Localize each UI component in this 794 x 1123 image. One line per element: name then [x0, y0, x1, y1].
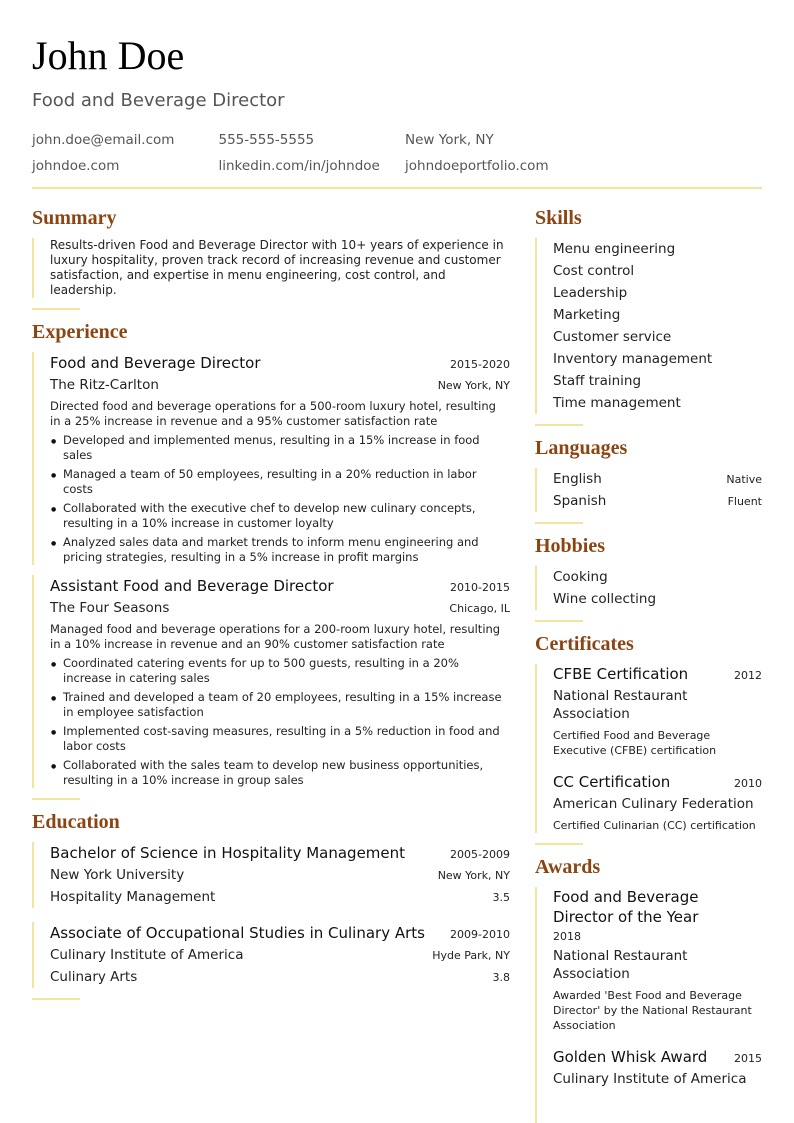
education-heading: Education: [32, 811, 120, 833]
education-entry: [32, 842, 510, 908]
language-name: Spanish: [553, 493, 607, 509]
job-title: Food and Beverage Director: [50, 354, 261, 372]
field-of-study: Culinary Arts: [50, 969, 138, 985]
right-column: [535, 206, 762, 1123]
degree-title: Associate of Occupational Studies in Culinary Arts: [50, 924, 425, 942]
skill-item: Customer service: [553, 329, 672, 345]
degree-dates: 2009-2010: [450, 928, 510, 941]
contact-location: New York, NY: [405, 132, 494, 148]
school-name: Culinary Institute of America: [50, 947, 244, 963]
job-bullet: ● Collaborated with the executive chef to develop new culinary concepts, resulting in a 10% increase in customer loyalty: [50, 501, 510, 531]
candidate-name: John Doe: [32, 33, 185, 78]
summary-section: [32, 238, 510, 298]
hobby-item: Wine collecting: [553, 591, 657, 607]
skill-item: Menu engineering: [553, 241, 676, 257]
education-entry: [32, 922, 510, 988]
skill-item: Marketing: [553, 307, 621, 323]
skills-section: [535, 238, 762, 414]
job-description: Directed food and beverage operations for a 500-room luxury hotel, resulting in a 25% increase in revenue and a 95% customer satisfaction rate: [50, 399, 496, 428]
summary-text: Results-driven Food and Beverage Director with 10+ years of experience in luxury hospitality, proven track record of increasing revenue and customer satisfaction, and expertise in menu engineering, cost control, and leadership.: [50, 238, 504, 297]
certificate-entry: [553, 664, 762, 758]
languages-heading: Languages: [535, 437, 628, 459]
job-location: New York, NY: [437, 379, 510, 392]
job-entry: [50, 352, 510, 565]
hobby-item: Cooking: [553, 569, 608, 585]
hobbies-heading: Hobbies: [535, 535, 606, 557]
skill-item: Staff training: [553, 373, 642, 389]
school-location: New York, NY: [437, 869, 510, 882]
section-underline: [32, 798, 80, 800]
degree-title: Bachelor of Science in Hospitality Management: [50, 844, 406, 862]
job-dates: 2015-2020: [450, 358, 510, 371]
job-location: Chicago, IL: [449, 602, 510, 615]
contact-portfolio[interactable]: johndoeportfolio.com: [405, 158, 549, 174]
school-name: New York University: [50, 867, 185, 883]
job-dates: 2010-2015: [450, 581, 510, 594]
award-year: 2015: [734, 1052, 762, 1065]
job-bullet: ● Developed and implemented menus, resulting in a 15% increase in food sales: [50, 433, 510, 463]
resume-header: [32, 34, 762, 179]
award-org: Culinary Institute of America: [553, 1071, 747, 1087]
contact-website[interactable]: johndoe.com: [32, 158, 120, 174]
certificates-heading: Certificates: [535, 633, 634, 655]
language-level: Native: [726, 473, 762, 486]
experience-section: [32, 575, 510, 788]
skill-item: Cost control: [553, 263, 635, 279]
certificate-entry: [553, 772, 762, 833]
section-underline: [535, 424, 583, 426]
job-entry: [50, 575, 510, 788]
skill-item: Leadership: [553, 285, 628, 301]
award-org: National Restaurant Association: [553, 948, 688, 982]
job-bullet: ● Implemented cost-saving measures, resulting in a 5% reduction in food and labor costs: [50, 724, 510, 754]
job-bullets: [50, 656, 510, 788]
job-bullet: ● Collaborated with the sales team to develop new business opportunities, resulting in a 10% increase in group sales: [50, 758, 510, 788]
degree-dates: 2005-2009: [450, 848, 510, 861]
job-company: The Four Seasons: [50, 600, 170, 616]
job-title: Assistant Food and Beverage Director: [50, 577, 334, 595]
school-location: Hyde Park, NY: [432, 949, 510, 962]
section-underline: [32, 308, 80, 310]
contact-linkedin[interactable]: linkedin.com/in/johndoe: [218, 158, 380, 174]
summary-heading: Summary: [32, 207, 117, 229]
certificate-org: American Culinary Federation: [553, 796, 754, 812]
job-bullet: ● Analyzed sales data and market trends to inform menu engineering and pricing strategies, resulting in a 5% increase in profit margins: [50, 535, 510, 565]
languages-section: [535, 468, 762, 512]
job-bullet: ● Coordinated catering events for up to 500 guests, resulting in a 20% increase in catering sales: [50, 656, 510, 686]
job-bullet: ● Trained and developed a team of 20 employees, resulting in a 15% increase in employee satisfaction: [50, 690, 510, 720]
gpa: 3.8: [492, 971, 510, 984]
section-underline: [32, 998, 80, 1000]
experience-heading: Experience: [32, 321, 128, 343]
certificate-name: CFBE Certification: [553, 665, 689, 683]
experience-section: [32, 352, 510, 565]
skill-item: Time management: [553, 395, 681, 411]
award-name: Food and Beverage Director of the Year: [553, 888, 699, 926]
contact-info: [32, 127, 762, 179]
award-entry: [553, 1047, 762, 1088]
job-company: The Ritz-Carlton: [50, 377, 159, 393]
certificates-section: [535, 664, 762, 833]
awards-heading: Awards: [535, 856, 601, 878]
field-of-study: Hospitality Management: [50, 889, 216, 905]
certificate-year: 2012: [734, 669, 762, 682]
header-divider: [32, 187, 762, 189]
hobbies-section: [535, 566, 762, 610]
certificate-desc: Certified Food and Beverage Executive (CFBE) certification: [553, 729, 717, 757]
gpa: 3.5: [492, 891, 510, 904]
contact-phone[interactable]: 555-555-5555: [218, 132, 315, 148]
section-underline: [535, 522, 583, 524]
award-entry: [553, 887, 762, 1033]
award-desc: Awarded 'Best Food and Beverage Director' by the National Restaurant Association: [553, 989, 752, 1032]
candidate-title: Food and Beverage Director: [32, 90, 285, 111]
award-name: Golden Whisk Award: [553, 1048, 708, 1066]
contact-email[interactable]: john.doe@email.com: [32, 132, 175, 148]
certificate-year: 2010: [734, 777, 762, 790]
left-column: [32, 206, 510, 1000]
certificate-name: CC Certification: [553, 773, 671, 791]
section-underline: [535, 843, 583, 845]
skill-item: Inventory management: [553, 351, 713, 367]
job-bullet: ● Managed a team of 50 employees, resulting in a 20% reduction in labor costs: [50, 467, 510, 497]
section-underline: [535, 620, 583, 622]
job-bullets: [50, 433, 510, 565]
awards-section: [535, 887, 762, 1123]
language-name: English: [553, 471, 602, 487]
certificate-org: National Restaurant Association: [553, 688, 688, 722]
certificate-desc: Certified Culinarian (CC) certification: [553, 819, 756, 832]
language-level: Fluent: [727, 495, 762, 508]
job-description: Managed food and beverage operations for a 200-room luxury hotel, resulting in a 10% increase in revenue and an 90% customer satisfaction rate: [50, 622, 501, 651]
skills-heading: Skills: [535, 207, 582, 229]
award-year: 2018: [553, 930, 581, 943]
